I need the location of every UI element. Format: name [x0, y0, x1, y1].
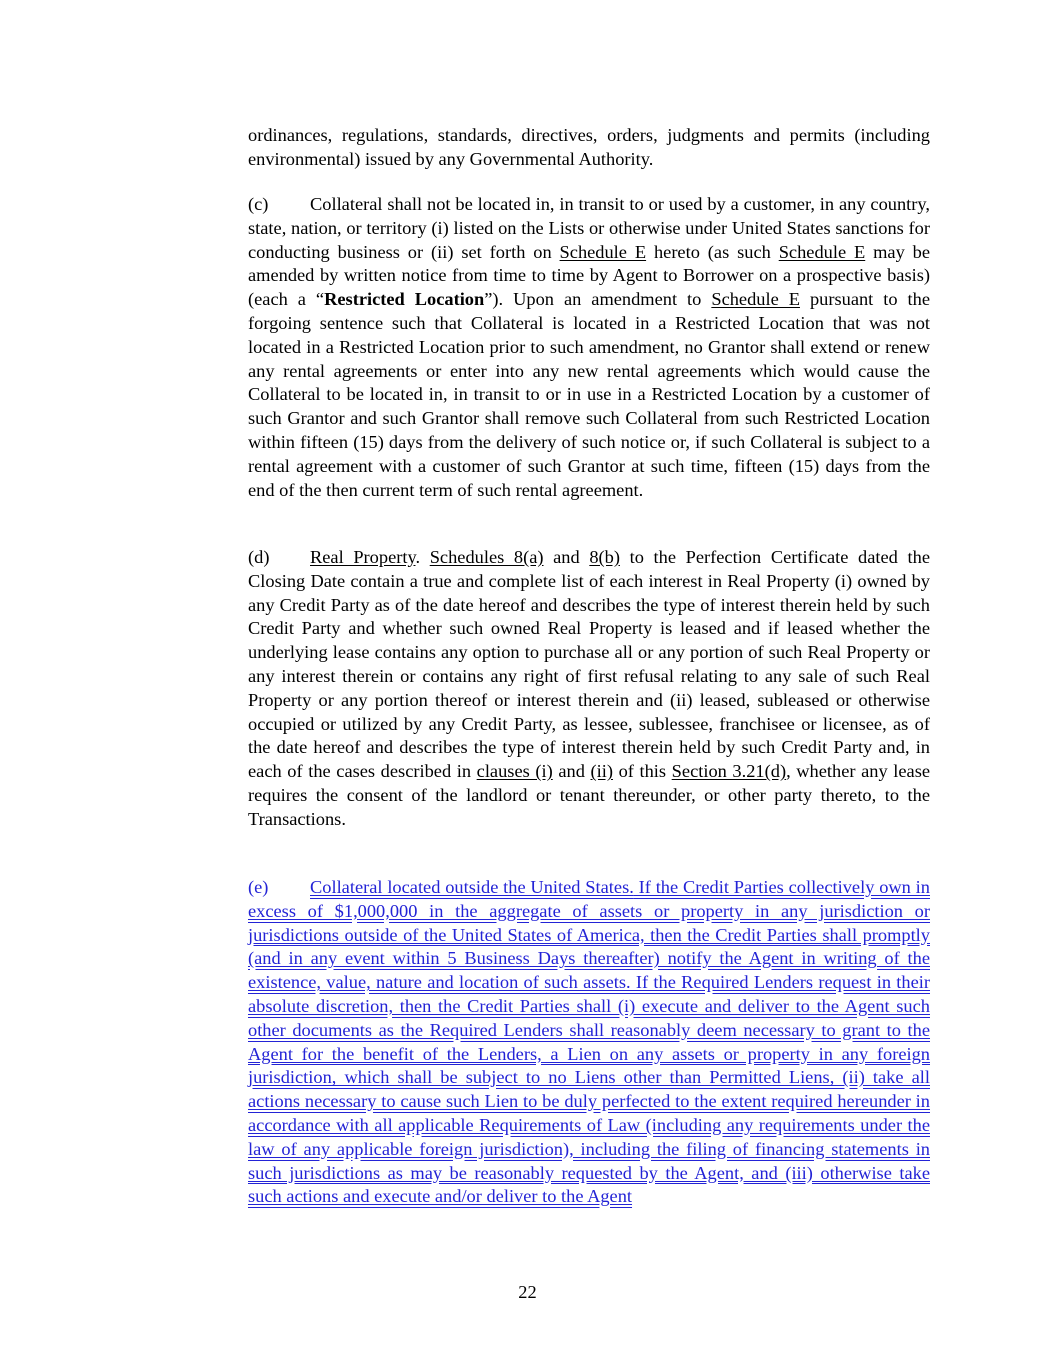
paragraph-text: If the Credit Parties collectively own in excess of $1,000,000 in the aggregate of assets or property in any jurisdiction or jurisdictions outside of the United States of America, then the Credit Parties shall promptly (and in any event within 5 Business Days thereafter) notify the Agent in writing of the existence, value, nature and location of such assets. If the Required Lenders request in their absolute discretion, then the Credit Parties shall (i) execute and deliver to the Agent such other documents as the Required Lenders shall reasonably deem necessary to grant to the Agent for the benefit of the Lenders, a Lien on any assets or property in any foreign jurisdiction, which shall be subject to no Liens other than Permitted Liens, (ii) take all actions necessary to cause such Lien to be duly perfected to the extent required hereunder in accordance with all applicable Requirements of Law (including any requirements under the law of any applicable foreign jurisdiction), including the filing of financing statements in such jurisdictions as may be reasonably requested by the Agent, and (iii) otherwise take such actions and execute and/or deliver to the Agent: [248, 877, 930, 1207]
page-number: 22: [518, 1282, 537, 1302]
paragraph-b-continuation: [248, 124, 930, 172]
paragraph-text: ordinances, regulations, standards, directives, orders, judgments and permits (including environmental) issued by any Governmental Authority.: [248, 125, 930, 169]
section-heading: Collateral located outside the United States.: [310, 877, 634, 897]
schedule-e-reference: Schedule E: [778, 241, 866, 262]
paragraph-d: [248, 546, 930, 832]
paragraph-label: (c): [248, 194, 269, 214]
schedule-e-reference: Schedule E: [711, 289, 800, 310]
schedule-reference: Schedules 8(a): [429, 547, 544, 567]
paragraph-label: (e): [248, 877, 269, 897]
section-heading: Real Property: [310, 547, 416, 567]
paragraph-text: hereto (as such: [646, 241, 779, 262]
section-reference: Section 3.21(d): [671, 761, 787, 782]
schedule-reference: 8(b): [589, 547, 620, 567]
clause-reference: clauses (i): [476, 761, 553, 782]
paragraph-text: and: [543, 547, 590, 567]
paragraph-text: to the Perfection Certificate dated the Closing Date contain a true and complete list of each interest in Real Property (i) owned by any Credit Party as of the date hereof and describes the type of interest therein held by such Credit Party and whether such owned Real Property is leased and if leased whether the underlying lease contains any option to purchase all or any portion of such Real Property or any interest therein or contains any right of first refusal relating to any sale of such Real Property or any portion thereof or interest therein and (ii) leased, subleased or otherwise occupied or utilized by any Credit Party, as lessee, sublessee, franchisee or licensee, as of the date hereof and describes the type of interest therein held by such Credit Party and, in each of the cases described in: [248, 547, 930, 782]
paragraph-text: .: [415, 547, 430, 567]
paragraph-text: , whether any lease requires the consent of the landlord or tenant thereunder, or other party thereto, to the Transactions.: [248, 761, 931, 829]
paragraph-text: ”). Upon an amendment to: [484, 289, 712, 310]
clause-reference: (ii): [590, 761, 613, 782]
schedule-e-reference: Schedule E: [559, 241, 647, 262]
paragraph-e-inserted: [248, 876, 930, 1209]
paragraph-text: pursuant to the forgoing sentence such that Collateral is located in a Restricted Location that was not located in a Restricted Location prior to such amendment, no Grantor shall extend or renew any rental agreements or enter into any new rental agreements which would cause the Collateral to be located in, in transit to or in use in a Restricted Location by a customer of such Grantor and such Grantor shall remove such Collateral from such Restricted Location within fifteen (15) days from the delivery of such notice or, if such Collateral is subject to a rental agreement with a customer of such Grantor at such time, fifteen (15) days from the end of the then current term of such rental agreement.: [248, 289, 931, 500]
defined-term: Restricted Location: [324, 289, 485, 310]
paragraph-text: may be amended by written notice from time to time by Agent to Borrower on a prospective basis) (each a “: [248, 241, 931, 310]
paragraph-c: [248, 193, 930, 502]
paragraph-text: and: [552, 761, 591, 782]
paragraph-text: Collateral shall not be located in, in transit to or used by a customer, in any country, state, nation, or territory (i) listed on the Lists or otherwise under United States sanctions for conducting business or (ii) set forth on: [248, 194, 930, 262]
paragraph-text: of this: [612, 761, 672, 782]
paragraph-label: (d): [248, 547, 270, 567]
